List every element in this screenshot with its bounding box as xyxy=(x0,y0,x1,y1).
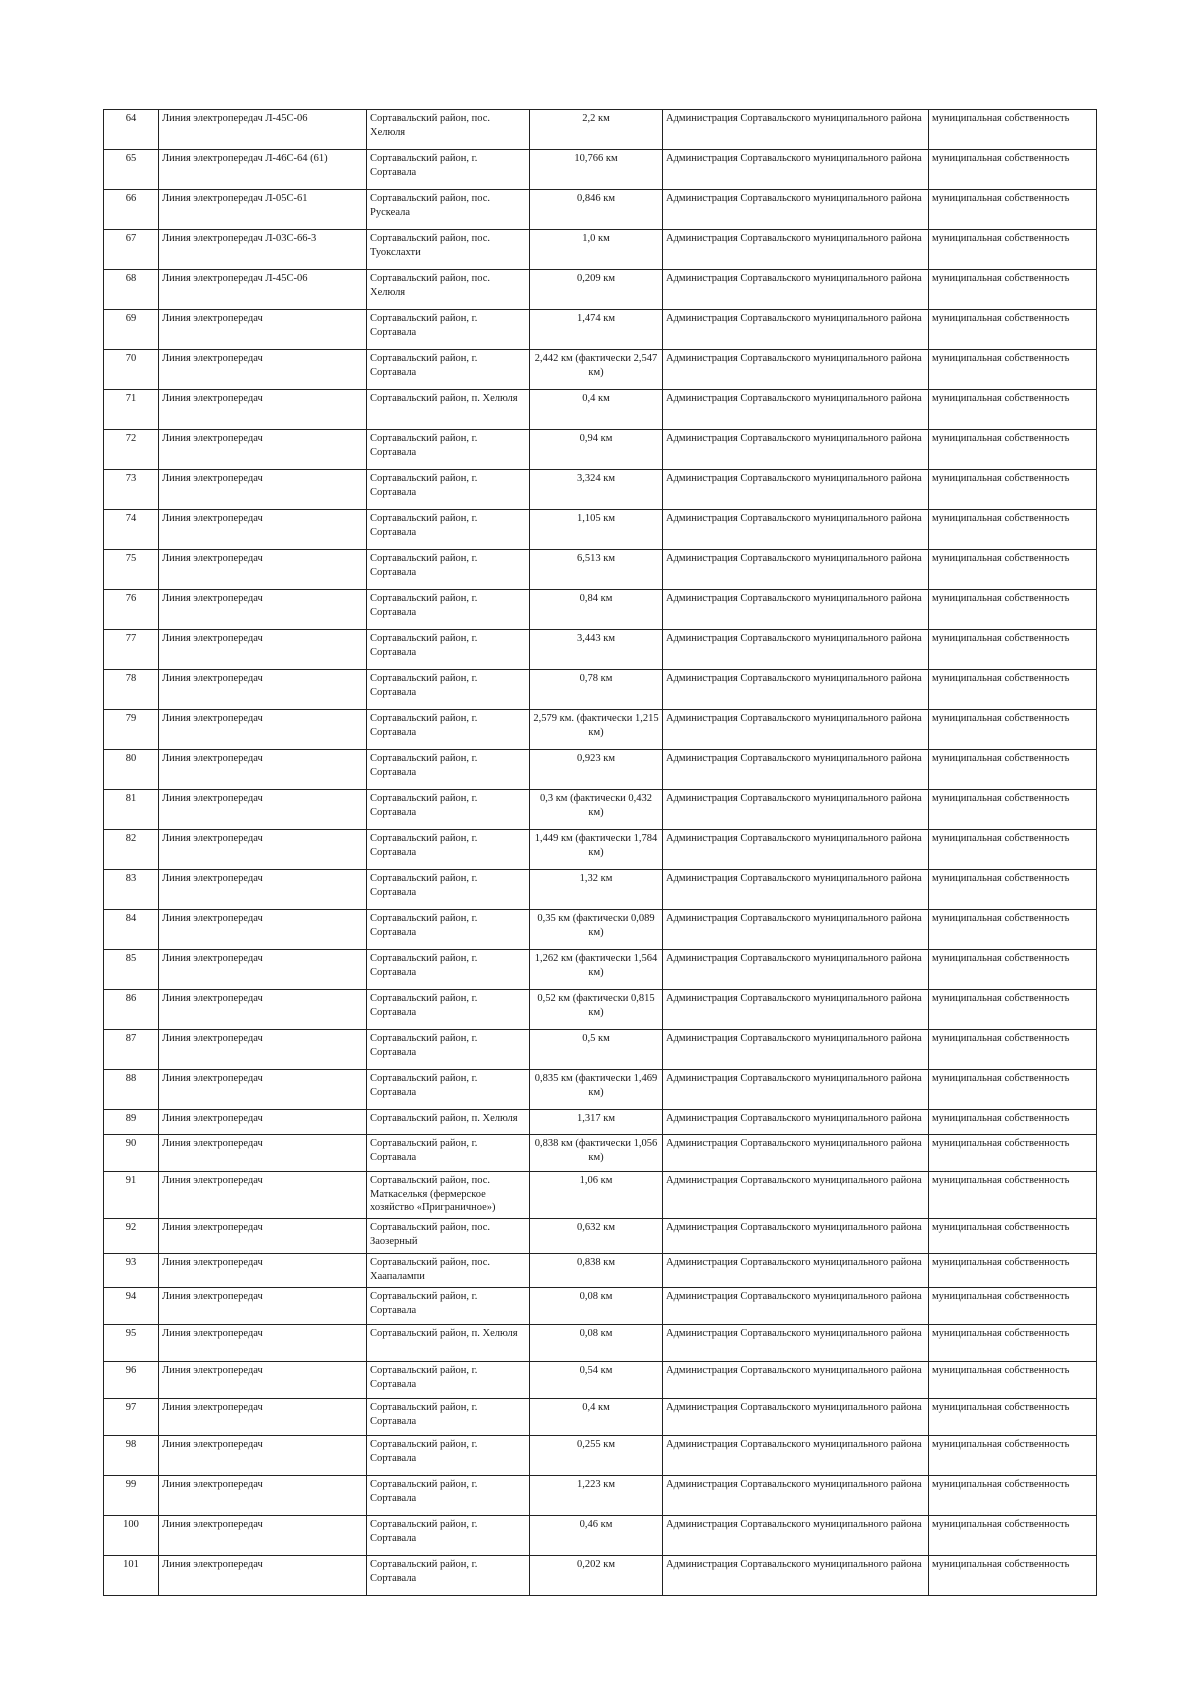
object-length-cell: 1,317 км xyxy=(530,1110,663,1135)
object-name-cell: Линия электропередач xyxy=(159,710,367,750)
object-name-cell: Линия электропередач xyxy=(159,790,367,830)
object-address-cell: Сортавальский район, п. Хелюля xyxy=(367,1110,530,1135)
object-name-cell: Линия электропередач xyxy=(159,550,367,590)
ownership-right-cell: муниципальная собственность xyxy=(929,830,1097,870)
object-name-cell: Линия электропередач xyxy=(159,910,367,950)
row-number-cell: 66 xyxy=(104,190,159,230)
table-row xyxy=(104,830,1097,870)
object-owner-cell: Администрация Сортавальского муниципального района xyxy=(663,830,929,870)
table-row xyxy=(104,630,1097,670)
table-row xyxy=(104,190,1097,230)
object-address-cell: Сортавальский район, пос. Туокслахти xyxy=(367,230,530,270)
table-row xyxy=(104,1135,1097,1172)
row-number-cell: 67 xyxy=(104,230,159,270)
table-row xyxy=(104,1288,1097,1325)
row-number-cell: 73 xyxy=(104,470,159,510)
object-address-cell: Сортавальский район, г. Сортавала xyxy=(367,790,530,830)
table-row xyxy=(104,750,1097,790)
object-name-cell: Линия электропередач xyxy=(159,390,367,430)
object-owner-cell: Администрация Сортавальского муниципального района xyxy=(663,1516,929,1556)
row-number-cell: 96 xyxy=(104,1362,159,1399)
object-address-cell: Сортавальский район, г. Сортавала xyxy=(367,1399,530,1436)
row-number-cell: 87 xyxy=(104,1030,159,1070)
object-address-cell: Сортавальский район, п. Хелюля xyxy=(367,1325,530,1362)
object-length-cell: 2,579 км. (фактически 1,215 км) xyxy=(530,710,663,750)
object-name-cell: Линия электропередач xyxy=(159,990,367,1030)
object-name-cell: Линия электропередач xyxy=(159,1516,367,1556)
object-owner-cell: Администрация Сортавальского муниципального района xyxy=(663,1362,929,1399)
row-number-cell: 88 xyxy=(104,1070,159,1110)
object-name-cell: Линия электропередач xyxy=(159,630,367,670)
object-owner-cell: Администрация Сортавальского муниципального района xyxy=(663,550,929,590)
object-name-cell: Линия электропередач xyxy=(159,1135,367,1172)
object-address-cell: Сортавальский район, г. Сортавала xyxy=(367,750,530,790)
object-length-cell: 1,0 км xyxy=(530,230,663,270)
row-number-cell: 84 xyxy=(104,910,159,950)
ownership-right-cell: муниципальная собственность xyxy=(929,1110,1097,1135)
ownership-right-cell: муниципальная собственность xyxy=(929,630,1097,670)
object-address-cell: Сортавальский район, г. Сортавала xyxy=(367,710,530,750)
object-owner-cell: Администрация Сортавальского муниципального района xyxy=(663,1288,929,1325)
row-number-cell: 75 xyxy=(104,550,159,590)
object-owner-cell: Администрация Сортавальского муниципального района xyxy=(663,150,929,190)
row-number-cell: 72 xyxy=(104,430,159,470)
object-length-cell: 0,632 км xyxy=(530,1219,663,1254)
row-number-cell: 82 xyxy=(104,830,159,870)
object-owner-cell: Администрация Сортавальского муниципального района xyxy=(663,670,929,710)
table-row xyxy=(104,1254,1097,1288)
object-length-cell: 0,835 км (фактически 1,469 км) xyxy=(530,1070,663,1110)
object-owner-cell: Администрация Сортавальского муниципального района xyxy=(663,950,929,990)
object-name-cell: Линия электропередач xyxy=(159,1476,367,1516)
table-row xyxy=(104,1516,1097,1556)
object-length-cell: 6,513 км xyxy=(530,550,663,590)
object-address-cell: Сортавальский район, г. Сортавала xyxy=(367,470,530,510)
object-address-cell: Сортавальский район, г. Сортавала xyxy=(367,1556,530,1596)
ownership-right-cell: муниципальная собственность xyxy=(929,1172,1097,1219)
table-row xyxy=(104,390,1097,430)
object-name-cell: Линия электропередач Л-45С-06 xyxy=(159,110,367,150)
ownership-right-cell: муниципальная собственность xyxy=(929,1219,1097,1254)
ownership-right-cell: муниципальная собственность xyxy=(929,1030,1097,1070)
table-row xyxy=(104,350,1097,390)
object-name-cell: Линия электропередач xyxy=(159,1172,367,1219)
object-name-cell: Линия электропередач xyxy=(159,1110,367,1135)
row-number-cell: 76 xyxy=(104,590,159,630)
table-row xyxy=(104,510,1097,550)
table-row xyxy=(104,990,1097,1030)
row-number-cell: 100 xyxy=(104,1516,159,1556)
ownership-right-cell: муниципальная собственность xyxy=(929,310,1097,350)
table-row xyxy=(104,430,1097,470)
object-name-cell: Линия электропередач xyxy=(159,670,367,710)
property-registry-table xyxy=(103,109,1097,1596)
object-address-cell: Сортавальский район, г. Сортавала xyxy=(367,870,530,910)
object-length-cell: 1,223 км xyxy=(530,1476,663,1516)
object-name-cell: Линия электропередач Л-03С-66-3 xyxy=(159,230,367,270)
table-row xyxy=(104,1070,1097,1110)
ownership-right-cell: муниципальная собственность xyxy=(929,430,1097,470)
ownership-right-cell: муниципальная собственность xyxy=(929,390,1097,430)
object-name-cell: Линия электропередач xyxy=(159,310,367,350)
object-address-cell: Сортавальский район, г. Сортавала xyxy=(367,1135,530,1172)
object-address-cell: Сортавальский район, г. Сортавала xyxy=(367,430,530,470)
object-length-cell: 1,32 км xyxy=(530,870,663,910)
object-address-cell: Сортавальский район, г. Сортавала xyxy=(367,1362,530,1399)
object-length-cell: 1,105 км xyxy=(530,510,663,550)
ownership-right-cell: муниципальная собственность xyxy=(929,1516,1097,1556)
ownership-right-cell: муниципальная собственность xyxy=(929,550,1097,590)
object-length-cell: 0,923 км xyxy=(530,750,663,790)
object-length-cell: 0,46 км xyxy=(530,1516,663,1556)
object-address-cell: Сортавальский район, г. Сортавала xyxy=(367,1516,530,1556)
row-number-cell: 101 xyxy=(104,1556,159,1596)
table-row xyxy=(104,1172,1097,1219)
object-owner-cell: Администрация Сортавальского муниципального района xyxy=(663,710,929,750)
ownership-right-cell: муниципальная собственность xyxy=(929,1399,1097,1436)
object-length-cell: 0,84 км xyxy=(530,590,663,630)
ownership-right-cell: муниципальная собственность xyxy=(929,990,1097,1030)
object-length-cell: 1,262 км (фактически 1,564 км) xyxy=(530,950,663,990)
table-row xyxy=(104,710,1097,750)
row-number-cell: 93 xyxy=(104,1254,159,1288)
table-row xyxy=(104,1476,1097,1516)
ownership-right-cell: муниципальная собственность xyxy=(929,150,1097,190)
object-address-cell: Сортавальский район, пос. Хелюля xyxy=(367,110,530,150)
object-address-cell: Сортавальский район, г. Сортавала xyxy=(367,1030,530,1070)
object-owner-cell: Администрация Сортавальского муниципального района xyxy=(663,630,929,670)
object-length-cell: 2,442 км (фактически 2,547 км) xyxy=(530,350,663,390)
object-address-cell: Сортавальский район, г. Сортавала xyxy=(367,550,530,590)
table-row xyxy=(104,1436,1097,1476)
object-owner-cell: Администрация Сортавальского муниципального района xyxy=(663,430,929,470)
table-row xyxy=(104,910,1097,950)
row-number-cell: 92 xyxy=(104,1219,159,1254)
object-owner-cell: Администрация Сортавальского муниципального района xyxy=(663,1556,929,1596)
object-owner-cell: Администрация Сортавальского муниципального района xyxy=(663,390,929,430)
table-row xyxy=(104,150,1097,190)
object-address-cell: Сортавальский район, г. Сортавала xyxy=(367,310,530,350)
ownership-right-cell: муниципальная собственность xyxy=(929,1362,1097,1399)
ownership-right-cell: муниципальная собственность xyxy=(929,910,1097,950)
object-length-cell: 0,209 км xyxy=(530,270,663,310)
ownership-right-cell: муниципальная собственность xyxy=(929,950,1097,990)
object-owner-cell: Администрация Сортавальского муниципального района xyxy=(663,110,929,150)
ownership-right-cell: муниципальная собственность xyxy=(929,270,1097,310)
object-owner-cell: Администрация Сортавальского муниципального района xyxy=(663,790,929,830)
object-length-cell: 1,474 км xyxy=(530,310,663,350)
object-owner-cell: Администрация Сортавальского муниципального района xyxy=(663,1325,929,1362)
ownership-right-cell: муниципальная собственность xyxy=(929,230,1097,270)
registry-body xyxy=(104,110,1097,1596)
row-number-cell: 99 xyxy=(104,1476,159,1516)
ownership-right-cell: муниципальная собственность xyxy=(929,670,1097,710)
row-number-cell: 90 xyxy=(104,1135,159,1172)
ownership-right-cell: муниципальная собственность xyxy=(929,1070,1097,1110)
ownership-right-cell: муниципальная собственность xyxy=(929,1325,1097,1362)
object-owner-cell: Администрация Сортавальского муниципального района xyxy=(663,990,929,1030)
object-length-cell: 0,255 км xyxy=(530,1436,663,1476)
object-length-cell: 0,78 км xyxy=(530,670,663,710)
object-length-cell: 0,94 км xyxy=(530,430,663,470)
row-number-cell: 71 xyxy=(104,390,159,430)
object-owner-cell: Администрация Сортавальского муниципального района xyxy=(663,1030,929,1070)
table-row xyxy=(104,270,1097,310)
row-number-cell: 95 xyxy=(104,1325,159,1362)
object-address-cell: Сортавальский район, г. Сортавала xyxy=(367,830,530,870)
ownership-right-cell: муниципальная собственность xyxy=(929,790,1097,830)
object-length-cell: 0,08 км xyxy=(530,1288,663,1325)
ownership-right-cell: муниципальная собственность xyxy=(929,1556,1097,1596)
object-address-cell: Сортавальский район, г. Сортавала xyxy=(367,1288,530,1325)
table-row xyxy=(104,1362,1097,1399)
object-length-cell: 0,838 км xyxy=(530,1254,663,1288)
object-length-cell: 0,54 км xyxy=(530,1362,663,1399)
object-name-cell: Линия электропередач xyxy=(159,1399,367,1436)
object-length-cell: 0,4 км xyxy=(530,1399,663,1436)
table-row xyxy=(104,670,1097,710)
object-name-cell: Линия электропередач xyxy=(159,1288,367,1325)
object-name-cell: Линия электропередач xyxy=(159,830,367,870)
ownership-right-cell: муниципальная собственность xyxy=(929,870,1097,910)
object-name-cell: Линия электропередач xyxy=(159,1254,367,1288)
object-name-cell: Линия электропередач xyxy=(159,1219,367,1254)
object-length-cell: 3,324 км xyxy=(530,470,663,510)
object-owner-cell: Администрация Сортавальского муниципального района xyxy=(663,1254,929,1288)
object-name-cell: Линия электропередач xyxy=(159,750,367,790)
object-address-cell: Сортавальский район, г. Сортавала xyxy=(367,510,530,550)
object-length-cell: 10,766 км xyxy=(530,150,663,190)
object-owner-cell: Администрация Сортавальского муниципального района xyxy=(663,1219,929,1254)
object-name-cell: Линия электропередач xyxy=(159,1362,367,1399)
object-name-cell: Линия электропередач xyxy=(159,470,367,510)
object-owner-cell: Администрация Сортавальского муниципального района xyxy=(663,350,929,390)
object-owner-cell: Администрация Сортавальского муниципального района xyxy=(663,1135,929,1172)
object-owner-cell: Администрация Сортавальского муниципального района xyxy=(663,590,929,630)
row-number-cell: 85 xyxy=(104,950,159,990)
row-number-cell: 94 xyxy=(104,1288,159,1325)
object-owner-cell: Администрация Сортавальского муниципального района xyxy=(663,750,929,790)
object-owner-cell: Администрация Сортавальского муниципального района xyxy=(663,510,929,550)
table-row xyxy=(104,1325,1097,1362)
row-number-cell: 83 xyxy=(104,870,159,910)
row-number-cell: 64 xyxy=(104,110,159,150)
object-name-cell: Линия электропередач xyxy=(159,350,367,390)
object-address-cell: Сортавальский район, г. Сортавала xyxy=(367,630,530,670)
object-name-cell: Линия электропередач xyxy=(159,430,367,470)
table-row xyxy=(104,470,1097,510)
row-number-cell: 69 xyxy=(104,310,159,350)
object-name-cell: Линия электропередач xyxy=(159,1325,367,1362)
row-number-cell: 86 xyxy=(104,990,159,1030)
row-number-cell: 78 xyxy=(104,670,159,710)
object-length-cell: 1,06 км xyxy=(530,1172,663,1219)
object-name-cell: Линия электропередач xyxy=(159,950,367,990)
object-address-cell: Сортавальский район, г. Сортавала xyxy=(367,350,530,390)
object-owner-cell: Администрация Сортавальского муниципального района xyxy=(663,1399,929,1436)
object-address-cell: Сортавальский район, пос. Рускеала xyxy=(367,190,530,230)
object-length-cell: 2,2 км xyxy=(530,110,663,150)
object-length-cell: 0,35 км (фактически 0,089 км) xyxy=(530,910,663,950)
object-owner-cell: Администрация Сортавальского муниципального района xyxy=(663,1110,929,1135)
object-owner-cell: Администрация Сортавальского муниципального района xyxy=(663,470,929,510)
ownership-right-cell: муниципальная собственность xyxy=(929,510,1097,550)
row-number-cell: 65 xyxy=(104,150,159,190)
row-number-cell: 91 xyxy=(104,1172,159,1219)
table-row xyxy=(104,230,1097,270)
object-owner-cell: Администрация Сортавальского муниципального района xyxy=(663,230,929,270)
object-address-cell: Сортавальский район, пос. Заозерный xyxy=(367,1219,530,1254)
object-length-cell: 0,3 км (фактически 0,432 км) xyxy=(530,790,663,830)
table-row xyxy=(104,1030,1097,1070)
object-owner-cell: Администрация Сортавальского муниципального района xyxy=(663,1436,929,1476)
object-name-cell: Линия электропередач Л-46С-64 (61) xyxy=(159,150,367,190)
ownership-right-cell: муниципальная собственность xyxy=(929,1476,1097,1516)
object-address-cell: Сортавальский район, г. Сортавала xyxy=(367,150,530,190)
object-name-cell: Линия электропередач xyxy=(159,510,367,550)
object-owner-cell: Администрация Сортавальского муниципального района xyxy=(663,190,929,230)
row-number-cell: 70 xyxy=(104,350,159,390)
ownership-right-cell: муниципальная собственность xyxy=(929,1288,1097,1325)
row-number-cell: 68 xyxy=(104,270,159,310)
row-number-cell: 81 xyxy=(104,790,159,830)
object-length-cell: 0,838 км (фактически 1,056 км) xyxy=(530,1135,663,1172)
object-owner-cell: Администрация Сортавальского муниципального района xyxy=(663,870,929,910)
table-row xyxy=(104,790,1097,830)
table-row xyxy=(104,1219,1097,1254)
row-number-cell: 77 xyxy=(104,630,159,670)
table-row xyxy=(104,1110,1097,1135)
object-address-cell: Сортавальский район, г. Сортавала xyxy=(367,1070,530,1110)
object-length-cell: 0,846 км xyxy=(530,190,663,230)
object-name-cell: Линия электропередач xyxy=(159,870,367,910)
row-number-cell: 80 xyxy=(104,750,159,790)
ownership-right-cell: муниципальная собственность xyxy=(929,190,1097,230)
object-address-cell: Сортавальский район, г. Сортавала xyxy=(367,1436,530,1476)
object-name-cell: Линия электропередач Л-45С-06 xyxy=(159,270,367,310)
table-row xyxy=(104,1399,1097,1436)
ownership-right-cell: муниципальная собственность xyxy=(929,350,1097,390)
object-address-cell: Сортавальский район, г. Сортавала xyxy=(367,990,530,1030)
object-name-cell: Линия электропередач Л-05С-61 xyxy=(159,190,367,230)
object-name-cell: Линия электропередач xyxy=(159,1556,367,1596)
object-length-cell: 1,449 км (фактически 1,784 км) xyxy=(530,830,663,870)
object-address-cell: Сортавальский район, пос. Хелюля xyxy=(367,270,530,310)
ownership-right-cell: муниципальная собственность xyxy=(929,110,1097,150)
object-length-cell: 3,443 км xyxy=(530,630,663,670)
row-number-cell: 89 xyxy=(104,1110,159,1135)
object-owner-cell: Администрация Сортавальского муниципального района xyxy=(663,910,929,950)
object-name-cell: Линия электропередач xyxy=(159,1030,367,1070)
object-name-cell: Линия электропередач xyxy=(159,590,367,630)
object-length-cell: 0,5 км xyxy=(530,1030,663,1070)
ownership-right-cell: муниципальная собственность xyxy=(929,470,1097,510)
object-length-cell: 0,52 км (фактически 0,815 км) xyxy=(530,990,663,1030)
object-owner-cell: Администрация Сортавальского муниципального района xyxy=(663,1172,929,1219)
object-address-cell: Сортавальский район, г. Сортавала xyxy=(367,950,530,990)
row-number-cell: 79 xyxy=(104,710,159,750)
object-address-cell: Сортавальский район, п. Хелюля xyxy=(367,390,530,430)
table-row xyxy=(104,950,1097,990)
table-row xyxy=(104,550,1097,590)
object-length-cell: 0,202 км xyxy=(530,1556,663,1596)
table-row xyxy=(104,870,1097,910)
table-row xyxy=(104,310,1097,350)
object-address-cell: Сортавальский район, г. Сортавала xyxy=(367,910,530,950)
ownership-right-cell: муниципальная собственность xyxy=(929,750,1097,790)
object-address-cell: Сортавальский район, г. Сортавала xyxy=(367,1476,530,1516)
object-owner-cell: Администрация Сортавальского муниципального района xyxy=(663,270,929,310)
object-owner-cell: Администрация Сортавальского муниципального района xyxy=(663,1476,929,1516)
table-row xyxy=(104,1556,1097,1596)
table-row xyxy=(104,110,1097,150)
object-name-cell: Линия электропередач xyxy=(159,1436,367,1476)
row-number-cell: 74 xyxy=(104,510,159,550)
ownership-right-cell: муниципальная собственность xyxy=(929,1254,1097,1288)
object-name-cell: Линия электропередач xyxy=(159,1070,367,1110)
object-owner-cell: Администрация Сортавальского муниципального района xyxy=(663,1070,929,1110)
object-length-cell: 0,4 км xyxy=(530,390,663,430)
ownership-right-cell: муниципальная собственность xyxy=(929,1436,1097,1476)
object-address-cell: Сортавальский район, пос. Хаапалампи xyxy=(367,1254,530,1288)
object-address-cell: Сортавальский район, г. Сортавала xyxy=(367,590,530,630)
row-number-cell: 98 xyxy=(104,1436,159,1476)
object-length-cell: 0,08 км xyxy=(530,1325,663,1362)
object-address-cell: Сортавальский район, пос. Маткаселькя (фермерское хозяйство «Приграничное») xyxy=(367,1172,530,1219)
ownership-right-cell: муниципальная собственность xyxy=(929,590,1097,630)
object-address-cell: Сортавальский район, г. Сортавала xyxy=(367,670,530,710)
table-row xyxy=(104,590,1097,630)
ownership-right-cell: муниципальная собственность xyxy=(929,710,1097,750)
ownership-right-cell: муниципальная собственность xyxy=(929,1135,1097,1172)
row-number-cell: 97 xyxy=(104,1399,159,1436)
object-owner-cell: Администрация Сортавальского муниципального района xyxy=(663,310,929,350)
